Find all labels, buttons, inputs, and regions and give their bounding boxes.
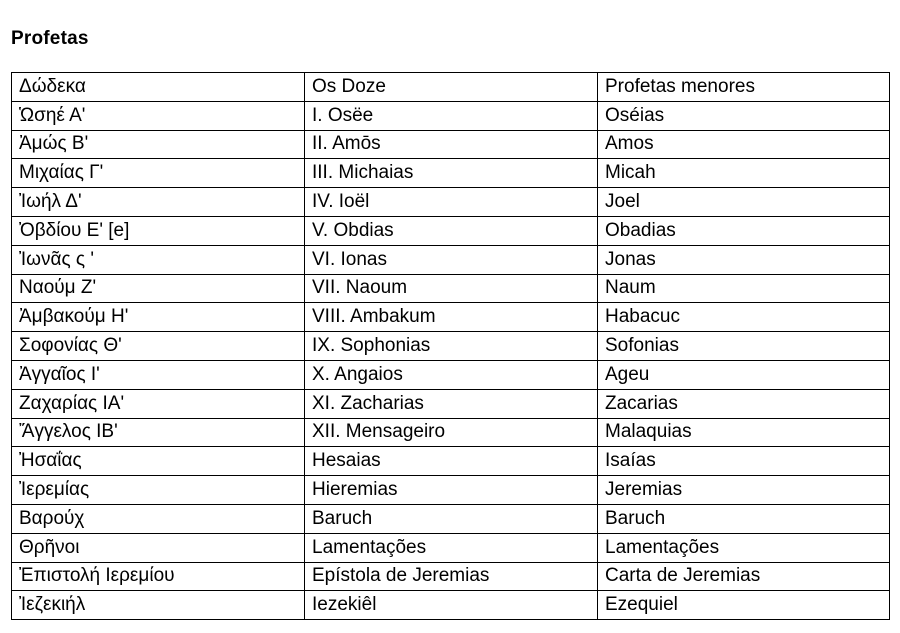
cell-portuguese: Lamentações: [598, 533, 890, 562]
table-row: [12, 245, 890, 274]
cell-greek: Ἀμβακούμ Η': [12, 303, 305, 332]
table-row: [12, 533, 890, 562]
table-row: [12, 274, 890, 303]
cell-portuguese: Amos: [598, 130, 890, 159]
cell-greek: Ἀμώς Β': [12, 130, 305, 159]
header-cell-latin: Os Doze: [305, 73, 598, 102]
cell-latin: X. Angaios: [305, 360, 598, 389]
cell-latin: XII. Mensageiro: [305, 418, 598, 447]
cell-greek: Θρῆνοι: [12, 533, 305, 562]
table-row: [12, 418, 890, 447]
cell-portuguese: Ageu: [598, 360, 890, 389]
table-row: [12, 332, 890, 361]
table-row: [12, 447, 890, 476]
table-header-row: [12, 73, 890, 102]
cell-portuguese: Oséias: [598, 101, 890, 130]
cell-latin: Hieremias: [305, 476, 598, 505]
cell-latin: VIII. Ambakum: [305, 303, 598, 332]
cell-latin: Hesaias: [305, 447, 598, 476]
cell-portuguese: Jonas: [598, 245, 890, 274]
cell-greek: Ὀβδίου Ε' [e]: [12, 216, 305, 245]
cell-greek: Ἀγγαῖος Ι': [12, 360, 305, 389]
cell-greek: Ἠσαΐας: [12, 447, 305, 476]
table-row: [12, 159, 890, 188]
cell-latin: IX. Sophonias: [305, 332, 598, 361]
table-row: [12, 360, 890, 389]
cell-latin: VI. Ionas: [305, 245, 598, 274]
cell-latin: I. Osëe: [305, 101, 598, 130]
cell-portuguese: Isaías: [598, 447, 890, 476]
cell-greek: Μιχαίας Γ': [12, 159, 305, 188]
cell-greek: Ἐπιστολή Ιερεμίου: [12, 562, 305, 591]
cell-latin: VII. Naoum: [305, 274, 598, 303]
cell-portuguese: Obadias: [598, 216, 890, 245]
cell-latin: II. Amōs: [305, 130, 598, 159]
cell-latin: Epístola de Jeremias: [305, 562, 598, 591]
cell-portuguese: Malaquias: [598, 418, 890, 447]
table-row: [12, 476, 890, 505]
cell-portuguese: Zacarias: [598, 389, 890, 418]
cell-portuguese: Joel: [598, 188, 890, 217]
table-row: [12, 389, 890, 418]
cell-greek: Ἰωνᾶς ς ': [12, 245, 305, 274]
cell-latin: Baruch: [305, 504, 598, 533]
cell-greek: Ὡσηέ Α': [12, 101, 305, 130]
cell-portuguese: Sofonias: [598, 332, 890, 361]
table-row: [12, 562, 890, 591]
cell-greek: Ἰερεμίας: [12, 476, 305, 505]
table-body: [12, 73, 890, 620]
table-row: [12, 504, 890, 533]
cell-latin: III. Michaias: [305, 159, 598, 188]
header-cell-portuguese: Profetas menores: [598, 73, 890, 102]
cell-latin: Lamentações: [305, 533, 598, 562]
cell-portuguese: Carta de Jeremias: [598, 562, 890, 591]
cell-portuguese: Naum: [598, 274, 890, 303]
table-row: [12, 130, 890, 159]
cell-greek: Ναούμ Ζ': [12, 274, 305, 303]
table-row: [12, 303, 890, 332]
page-title: Profetas: [11, 28, 89, 49]
cell-latin: V. Obdias: [305, 216, 598, 245]
cell-latin: IV. Ioël: [305, 188, 598, 217]
cell-latin: Iezekiêl: [305, 591, 598, 620]
prophets-table: [11, 72, 890, 620]
cell-portuguese: Habacuc: [598, 303, 890, 332]
cell-portuguese: Ezequiel: [598, 591, 890, 620]
cell-greek: Σοφονίας Θ': [12, 332, 305, 361]
cell-greek: Ἰωήλ Δ': [12, 188, 305, 217]
table-row: [12, 591, 890, 620]
cell-greek: Ζαχαρίας ΙΑ': [12, 389, 305, 418]
table-row: [12, 101, 890, 130]
header-cell-greek: Δώδεκα: [12, 73, 305, 102]
cell-greek: Ἰεζεκιήλ: [12, 591, 305, 620]
cell-greek: Βαρούχ: [12, 504, 305, 533]
table-row: [12, 188, 890, 217]
cell-portuguese: Micah: [598, 159, 890, 188]
table-row: [12, 216, 890, 245]
cell-greek: Ἄγγελος ΙΒ': [12, 418, 305, 447]
cell-portuguese: Baruch: [598, 504, 890, 533]
cell-latin: XI. Zacharias: [305, 389, 598, 418]
cell-portuguese: Jeremias: [598, 476, 890, 505]
